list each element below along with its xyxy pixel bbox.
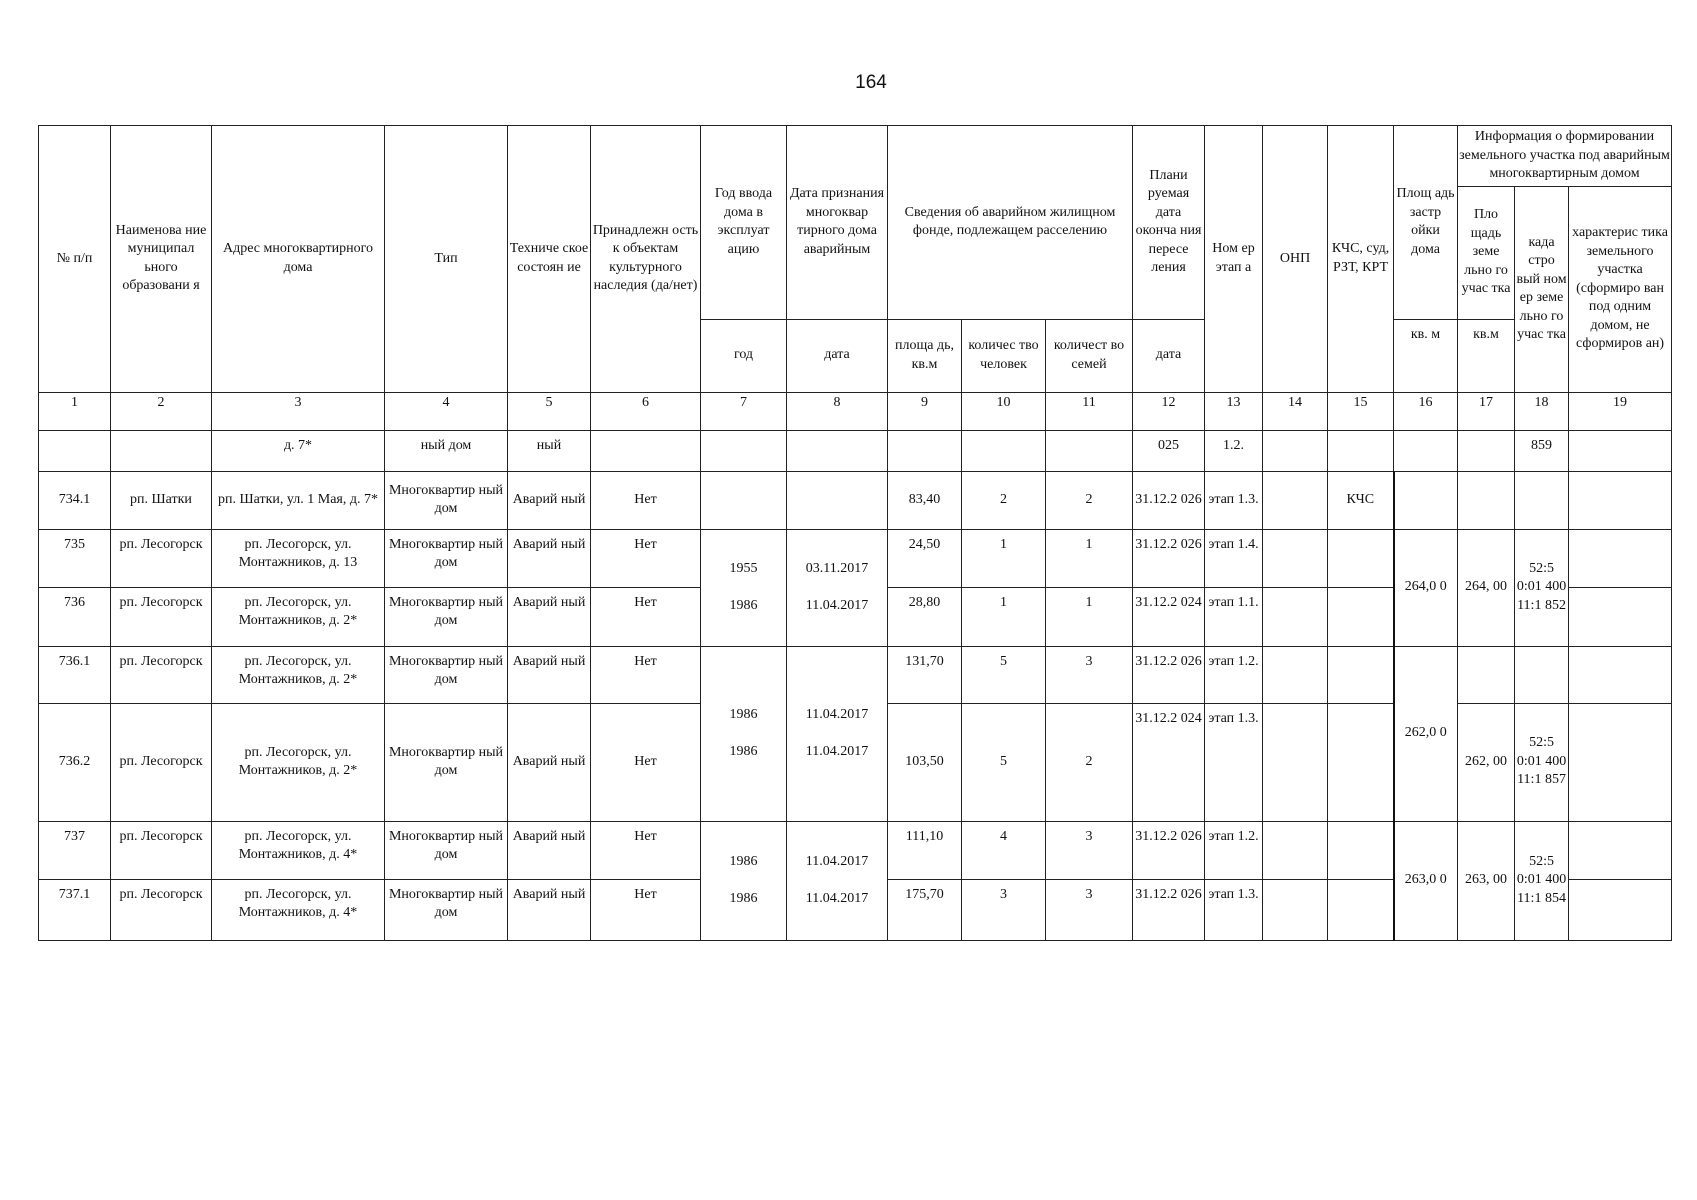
- col-number: 10: [962, 392, 1046, 430]
- header-cadastral-number: када стро вый ном ер земе льно го учас тка: [1515, 186, 1569, 392]
- cell-cadastral: 52:5 0:01 400 11:1 857: [1515, 703, 1569, 821]
- header-land-area: Пло щадь земе льно го учас тка: [1458, 186, 1515, 319]
- cell-kchs: [1328, 821, 1394, 879]
- cell-land-char: [1569, 430, 1672, 471]
- header-recognition-date: Дата признания многоквар тирного дома аварийным: [787, 126, 888, 320]
- table-row-737: [39, 821, 1672, 879]
- cell-state: Аварий ный: [508, 821, 591, 879]
- col-number: 6: [591, 392, 701, 430]
- cell-land-area-group: 263, 00: [1458, 821, 1515, 940]
- cell-date-group: 11.04.2017 11.04.2017: [787, 821, 888, 940]
- cell-stage: этап 1.2.: [1205, 646, 1263, 703]
- cell-land-area-group: 264, 00: [1458, 529, 1515, 646]
- unit-building-area: кв. м: [1394, 319, 1458, 392]
- col-number: 7: [701, 392, 787, 430]
- cell-stage: этап 1.4.: [1205, 529, 1263, 587]
- cell-date: [787, 430, 888, 471]
- col-number: 3: [212, 392, 385, 430]
- header-heritage: Принадлежн ость к объектам культурного наследия (да/нет): [591, 126, 701, 393]
- header-type: Тип: [385, 126, 508, 393]
- cell-planned-date: 31.12.2 026: [1133, 821, 1205, 879]
- cell-heritage: Нет: [591, 703, 701, 821]
- column-numbers-row: [39, 392, 1672, 430]
- cell-onp: [1263, 703, 1328, 821]
- cell-kchs: [1328, 529, 1394, 587]
- cell-planned-date: 31.12.2 024: [1133, 587, 1205, 646]
- cell-people: 5: [962, 703, 1046, 821]
- cell-state: Аварий ный: [508, 587, 591, 646]
- cell-num: 736.2: [39, 703, 111, 821]
- table-row-736-1: [39, 646, 1672, 703]
- cell-state: Аварий ный: [508, 529, 591, 587]
- cell-municipality: [111, 430, 212, 471]
- header-emergency-fund: Сведения об аварийном жилищном фонде, подлежащем расселению: [888, 126, 1133, 320]
- cell-land-char: [1569, 646, 1672, 703]
- cell-planned-date: 31.12.2 026: [1133, 471, 1205, 529]
- cell-cadastral-group: 52:5 0:01 400 11:1 852: [1515, 529, 1569, 646]
- cell-cadastral-group: 52:5 0:01 400 11:1 854: [1515, 821, 1569, 940]
- cell-people: 2: [962, 471, 1046, 529]
- cell-type: Многоквартир ный дом: [385, 879, 508, 940]
- col-number: 12: [1133, 392, 1205, 430]
- cell-year: [701, 471, 787, 529]
- cell-people: [962, 430, 1046, 471]
- cell-planned-date: 31.12.2 026: [1133, 646, 1205, 703]
- cell-cadastral: [1515, 646, 1569, 703]
- cell-state: Аварий ный: [508, 471, 591, 529]
- cell-families: 1: [1046, 587, 1133, 646]
- cell-area: 28,80: [888, 587, 962, 646]
- header-municipality: Наименова ние муниципал ьного образовани я: [111, 126, 212, 393]
- cell-num: [39, 430, 111, 471]
- header-address: Адрес многоквартирного дома: [212, 126, 385, 393]
- col-number: 18: [1515, 392, 1569, 430]
- table-row-735: [39, 529, 1672, 587]
- cell-kchs: [1328, 587, 1394, 646]
- cell-stage: этап 1.2.: [1205, 821, 1263, 879]
- col-number: 5: [508, 392, 591, 430]
- cell-area: 83,40: [888, 471, 962, 529]
- cell-people: 1: [962, 587, 1046, 646]
- cell-heritage: Нет: [591, 646, 701, 703]
- col-number: 15: [1328, 392, 1394, 430]
- cell-heritage: Нет: [591, 587, 701, 646]
- cell-type: Многоквартир ный дом: [385, 529, 508, 587]
- cell-year: [701, 430, 787, 471]
- cell-address: рп. Лесогорск, ул. Монтажников, д. 4*: [212, 821, 385, 879]
- cell-area: [888, 430, 962, 471]
- cell-building-area-group: 264,0 0: [1394, 529, 1458, 646]
- cell-area: 175,70: [888, 879, 962, 940]
- cell-onp: [1263, 430, 1328, 471]
- cell-families: 1: [1046, 529, 1133, 587]
- header-num: № п/п: [39, 126, 111, 393]
- cell-land-char: [1569, 529, 1672, 587]
- cell-people: 5: [962, 646, 1046, 703]
- cell-num: 737: [39, 821, 111, 879]
- cell-num: 736: [39, 587, 111, 646]
- col-number: 13: [1205, 392, 1263, 430]
- header-year-built: Год ввода дома в эксплуат ацию: [701, 126, 787, 320]
- cell-address: рп. Лесогорск, ул. Монтажников, д. 2*: [212, 587, 385, 646]
- cell-stage: этап 1.1.: [1205, 587, 1263, 646]
- unit-land-area: кв.м: [1458, 319, 1515, 392]
- cell-type: Многоквартир ный дом: [385, 587, 508, 646]
- cell-building-area: [1394, 430, 1458, 471]
- cell-kchs: [1328, 879, 1394, 940]
- col-number: 9: [888, 392, 962, 430]
- cell-municipality: рп. Лесогорск: [111, 879, 212, 940]
- cell-area: 24,50: [888, 529, 962, 587]
- cell-kchs: КЧС: [1328, 471, 1394, 529]
- table-row-734-1: [39, 471, 1672, 529]
- cell-families: 3: [1046, 879, 1133, 940]
- cell-people: 3: [962, 879, 1046, 940]
- cell-land-char: [1569, 587, 1672, 646]
- cell-year-group: 1986 1986: [701, 821, 787, 940]
- col-number: 14: [1263, 392, 1328, 430]
- emergency-housing-register-table: [38, 125, 1672, 941]
- cell-kchs: [1328, 703, 1394, 821]
- header-land-characteristic: характерис тика земельного участка (сформиро ван под одним домом, не сформиров ан): [1569, 186, 1672, 392]
- cell-year-group: 1955 1986: [701, 529, 787, 646]
- col-number: 4: [385, 392, 508, 430]
- cell-date-group: 11.04.2017 11.04.2017: [787, 646, 888, 821]
- header-row-top: [39, 126, 1672, 187]
- header-tech-state: Техниче ское состоян ие: [508, 126, 591, 393]
- cell-families: [1046, 430, 1133, 471]
- cell-kchs: [1328, 646, 1394, 703]
- unit-planned-date: дата: [1133, 319, 1205, 392]
- cell-land-area: 262, 00: [1458, 703, 1515, 821]
- cell-address: рп. Шатки, ул. 1 Мая, д. 7*: [212, 471, 385, 529]
- cell-state: Аварий ный: [508, 879, 591, 940]
- cell-stage: этап 1.3.: [1205, 879, 1263, 940]
- cell-area: 103,50: [888, 703, 962, 821]
- cell-land-area: [1458, 646, 1515, 703]
- cell-land-char: [1569, 821, 1672, 879]
- cell-type: Многоквартир ный дом: [385, 646, 508, 703]
- cell-heritage: Нет: [591, 821, 701, 879]
- header-onp: ОНП: [1263, 126, 1328, 393]
- cell-municipality: рп. Лесогорск: [111, 529, 212, 587]
- cell-type: ный дом: [385, 430, 508, 471]
- table-row-continuation: [39, 430, 1672, 471]
- cell-cadastral: 859: [1515, 430, 1569, 471]
- unit-area: площа дь, кв.м: [888, 319, 962, 392]
- cell-families: 2: [1046, 471, 1133, 529]
- cell-address: рп. Лесогорск, ул. Монтажников, д. 4*: [212, 879, 385, 940]
- cell-stage: этап 1.3.: [1205, 471, 1263, 529]
- cell-land-area: [1458, 471, 1515, 529]
- unit-families: количест во семей: [1046, 319, 1133, 392]
- cell-address: рп. Лесогорск, ул. Монтажников, д. 2*: [212, 646, 385, 703]
- cell-state: Аварий ный: [508, 646, 591, 703]
- unit-year: год: [701, 319, 787, 392]
- cell-date: [787, 471, 888, 529]
- col-number: 1: [39, 392, 111, 430]
- cell-planned-date: 31.12.2 026: [1133, 879, 1205, 940]
- cell-heritage: [591, 430, 701, 471]
- col-number: 19: [1569, 392, 1672, 430]
- header-building-area: Площ адь застр ойки дома: [1394, 126, 1458, 320]
- cell-heritage: Нет: [591, 879, 701, 940]
- cell-land-char: [1569, 471, 1672, 529]
- cell-address: д. 7*: [212, 430, 385, 471]
- cell-address: рп. Лесогорск, ул. Монтажников, д. 2*: [212, 703, 385, 821]
- cell-land-area: [1458, 430, 1515, 471]
- cell-onp: [1263, 646, 1328, 703]
- header-stage: Ном ер этап а: [1205, 126, 1263, 393]
- cell-onp: [1263, 879, 1328, 940]
- cell-year-group: 1986 1986: [701, 646, 787, 821]
- cell-onp: [1263, 471, 1328, 529]
- cell-families: 2: [1046, 703, 1133, 821]
- col-number: 17: [1458, 392, 1515, 430]
- cell-land-char: [1569, 879, 1672, 940]
- cell-state: Аварий ный: [508, 703, 591, 821]
- cell-planned-date: 31.12.2 024: [1133, 703, 1205, 821]
- cell-area: 131,70: [888, 646, 962, 703]
- cell-type: Многоквартир ный дом: [385, 821, 508, 879]
- col-number: 8: [787, 392, 888, 430]
- header-kchs: КЧС, суд, РЗТ, КРТ: [1328, 126, 1394, 393]
- cell-cadastral: [1515, 471, 1569, 529]
- cell-families: 3: [1046, 646, 1133, 703]
- cell-planned-date: 31.12.2 026: [1133, 529, 1205, 587]
- page-number: 164: [855, 72, 887, 93]
- unit-date: дата: [787, 319, 888, 392]
- cell-building-area-group: 262,0 0: [1394, 646, 1458, 821]
- col-number: 2: [111, 392, 212, 430]
- cell-municipality: рп. Лесогорск: [111, 646, 212, 703]
- cell-municipality: рп. Лесогорск: [111, 587, 212, 646]
- header-planned-date: Плани руемая дата оконча ния пересе ления: [1133, 126, 1205, 320]
- cell-municipality: рп. Лесогорск: [111, 703, 212, 821]
- cell-num: 735: [39, 529, 111, 587]
- cell-date-group: 03.11.2017 11.04.2017: [787, 529, 888, 646]
- col-number: 11: [1046, 392, 1133, 430]
- cell-address: рп. Лесогорск, ул. Монтажников, д. 13: [212, 529, 385, 587]
- cell-heritage: Нет: [591, 529, 701, 587]
- cell-people: 1: [962, 529, 1046, 587]
- cell-heritage: Нет: [591, 471, 701, 529]
- unit-people: количес тво человек: [962, 319, 1046, 392]
- cell-land-char: [1569, 703, 1672, 821]
- cell-stage: 1.2.: [1205, 430, 1263, 471]
- cell-type: Многоквартир ный дом: [385, 471, 508, 529]
- cell-stage: этап 1.3.: [1205, 703, 1263, 821]
- cell-building-area-group: 263,0 0: [1394, 821, 1458, 940]
- cell-municipality: рп. Шатки: [111, 471, 212, 529]
- cell-municipality: рп. Лесогорск: [111, 821, 212, 879]
- cell-num: 737.1: [39, 879, 111, 940]
- cell-building-area: [1394, 471, 1458, 529]
- cell-onp: [1263, 821, 1328, 879]
- cell-onp: [1263, 529, 1328, 587]
- cell-people: 4: [962, 821, 1046, 879]
- cell-num: 734.1: [39, 471, 111, 529]
- cell-area: 111,10: [888, 821, 962, 879]
- cell-families: 3: [1046, 821, 1133, 879]
- cell-type: Многоквартир ный дом: [385, 703, 508, 821]
- cell-kchs: [1328, 430, 1394, 471]
- col-number: 16: [1394, 392, 1458, 430]
- cell-num: 736.1: [39, 646, 111, 703]
- cell-planned-date: 025: [1133, 430, 1205, 471]
- header-land-plot-info: Информация о формировании земельного участка под аварийным многоквартирным домом: [1458, 126, 1672, 187]
- cell-state: ный: [508, 430, 591, 471]
- cell-onp: [1263, 587, 1328, 646]
